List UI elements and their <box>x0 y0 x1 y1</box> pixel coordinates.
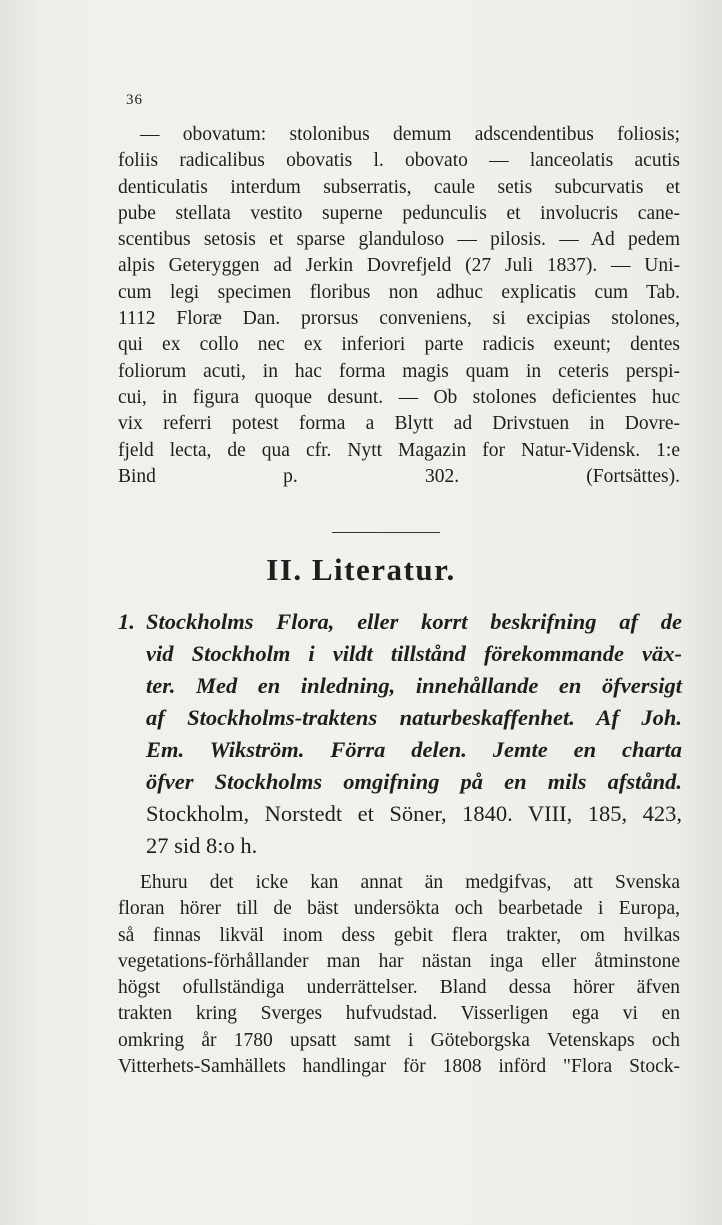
citation-number: 1. <box>118 609 135 634</box>
page-number: 36 <box>126 92 143 108</box>
text-line: scentibus setosis et sparse glanduloso — pilosis. — Ad pedem <box>118 229 680 251</box>
text-line: så finnas likväl inom dess gebit flera trakter, om hvilkas <box>118 924 680 946</box>
body-paragraph <box>118 870 680 1080</box>
citation-line: öfver Stockholms omgifning på en mils afstånd. <box>146 769 682 794</box>
text-line: Bind p. 302. (Fortsättes). <box>118 465 680 487</box>
citation-line: Em. Wikström. Förra delen. Jemte en charta <box>146 737 682 762</box>
text-line: 1112 Floræ Dan. prorsus conveniens, si excipias stolones, <box>118 308 680 330</box>
citation-line: Stockholm, Norstedt et Söner, 1840. VIII, 185, 423, <box>146 801 682 826</box>
text-line: fjeld lecta, de qua cfr. Nytt Magazin for Natur-Vidensk. 1:e <box>118 439 680 461</box>
text-line: pube stellata vestito superne pedunculis et involucris cane- <box>118 202 680 224</box>
text-line: qui ex collo nec ex inferiori parte radicis exeunt; dentes <box>118 334 680 356</box>
text-line: denticulatis interdum subserratis, caule setis subcurvatis et <box>118 176 680 198</box>
text-line: vegetations-förhållander man har nästan inga eller åtminstone <box>118 950 680 972</box>
text-line: cum legi specimen floribus non adhuc explicatis cum Tab. <box>118 281 680 303</box>
section-heading: II. Literatur. <box>266 552 456 587</box>
text-line: foliis radicalibus obovatis l. obovato — lanceolatis acutis <box>118 150 680 172</box>
citation <box>118 606 682 862</box>
citation-line: af Stockholms-traktens naturbeskaffenhet. Af Joh. <box>146 705 682 730</box>
section-divider <box>332 532 440 533</box>
citation-line: ter. Med en inledning, innehållande en öfversigt <box>146 673 682 698</box>
text-line: Ehuru det icke kan annat än medgifvas, att Svenska <box>140 872 680 893</box>
text-line: trakten kring Sverges hufvudstad. Visserligen ega vi en <box>118 1003 680 1025</box>
text-line: vix referri potest forma a Blytt ad Drivstuen in Dovre- <box>118 413 680 435</box>
citation-line: 27 sid 8:o h. <box>146 833 258 858</box>
text-line: Vitterhets-Samhällets handlingar för 1808 införd "Flora Stock- <box>118 1056 680 1078</box>
citation-line: vid Stockholm i vildt tillstånd förekommande väx- <box>146 641 682 666</box>
text-line: alpis Geteryggen ad Jerkin Dovrefjeld (27 Juli 1837). — Uni- <box>118 255 680 277</box>
text-line: omkring år 1780 upsatt samt i Göteborgska Vetenskaps och <box>118 1029 680 1051</box>
text-line: cui, in figura quoque desunt. — Ob stolones deficientes huc <box>118 386 680 408</box>
text-line: floran hörer till de bäst undersökta och bearbetade i Europa, <box>118 898 680 920</box>
text-line: foliorum acuti, in hac forma magis quam in ceteris perspi- <box>118 360 680 382</box>
text-line: högst ofullständiga underrättelser. Bland dessa hörer äfven <box>118 977 680 999</box>
citation-line: Stockholms Flora, eller korrt beskrifning af de <box>146 609 682 634</box>
entry-continuation <box>118 122 680 490</box>
text-line: — obovatum: stolonibus demum adscendentibus foliosis; <box>140 124 680 145</box>
